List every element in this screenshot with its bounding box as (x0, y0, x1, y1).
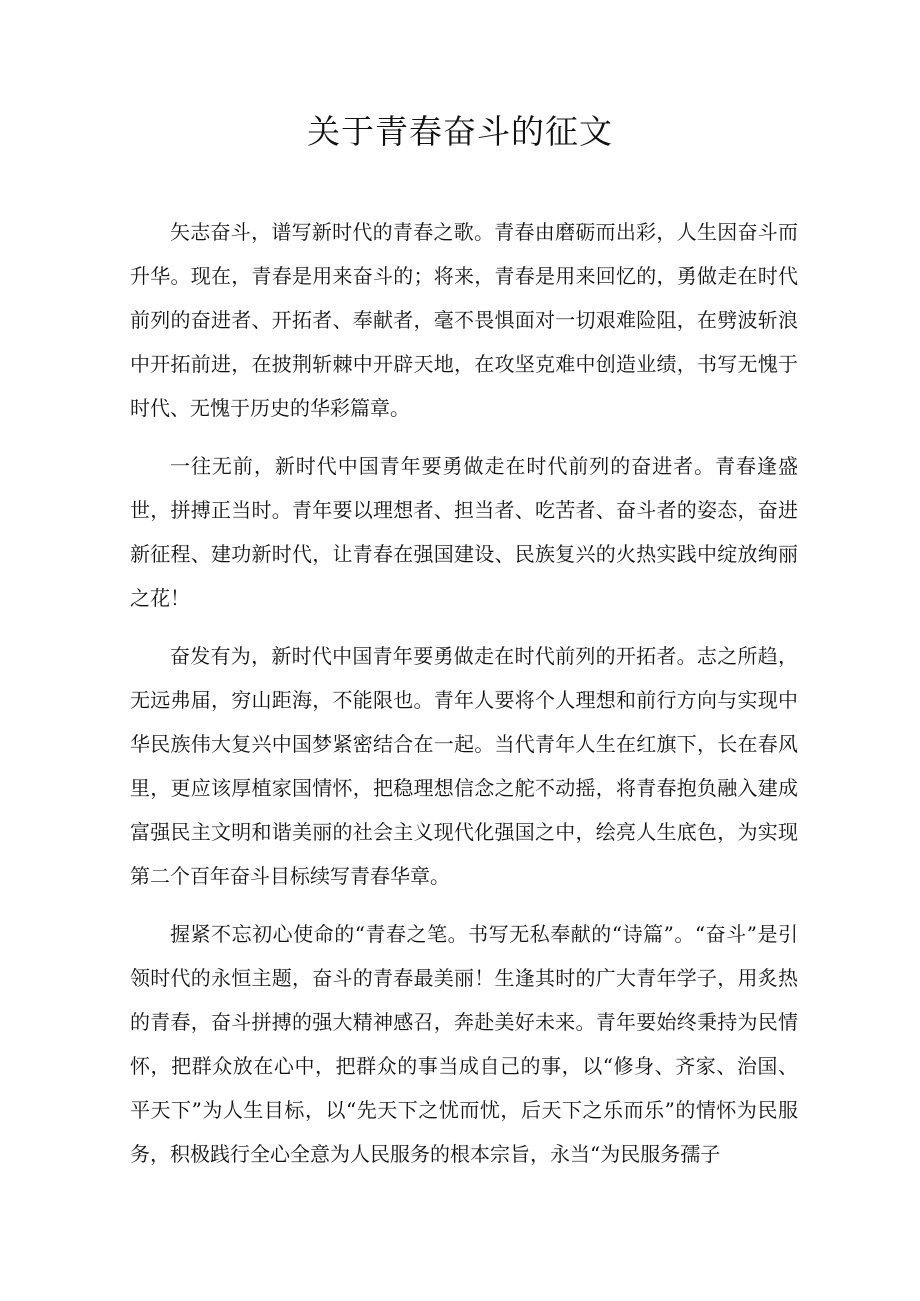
document-title: 关于青春奋斗的征文 (307, 112, 613, 151)
paragraph-3: 奋发有为，新时代中国青年要勇做走在时代前列的开拓者。志之所趋，无远弗届，穷山距海，不能限也。青年人要将个人理想和前行方向与实现中华民族伟大复兴中国梦紧密结合在一起。当代青年人生在红旗下，长在春风里，更应该厚植家国情怀，把稳理想信念之舵不动摇，将青春抱负融入建成富强民主文明和谐美丽的社会主义现代化强国之中，绘亮人生底色，为实现第二个百年奋斗目标续写青春华章。 (130, 644, 798, 888)
paragraph-4: 握紧不忘初心使命的“青春之笔。书写无私奉献的“诗篇”。“奋斗”是引领时代的永恒主题，奋斗的青春最美丽！生逢其时的广大青年学子，用炙热的青春，奋斗拼搏的强大精神感召，奔赴美好未来。青年要始终秉持为民情怀，把群众放在心中，把群众的事当成自己的事，以“修身、齐家、治国、平天下”为人生目标，以“先天下之忧而忧，后天下之乐而乐”的情怀为民服务，积极践行全心全意为人民服务的根本宗旨，永当“为民服务孺子 (130, 922, 798, 1166)
paragraph-2: 一往无前，新时代中国青年要勇做走在时代前列的奋进者。青春逢盛世，拼搏正当时。青年要以理想者、担当者、吃苦者、奋斗者的姿态，奋进新征程、建功新时代，让青春在强国建设、民族复兴的火热实践中绽放绚丽之花！ (130, 454, 798, 610)
paragraph-1: 矢志奋斗，谱写新时代的青春之歌。青春由磨砺而出彩，人生因奋斗而升华。现在，青春是用来奋斗的；将来，青春是用来回忆的，勇做走在时代前列的奋进者、开拓者、奉献者，毫不畏惧面对一切艰难险阻，在劈波斩浪中开拓前进，在披荆斩棘中开辟天地，在攻坚克难中创造业绩，书写无愧于时代、无愧于历史的华彩篇章。 (130, 220, 798, 420)
document-body (130, 210, 798, 1190)
